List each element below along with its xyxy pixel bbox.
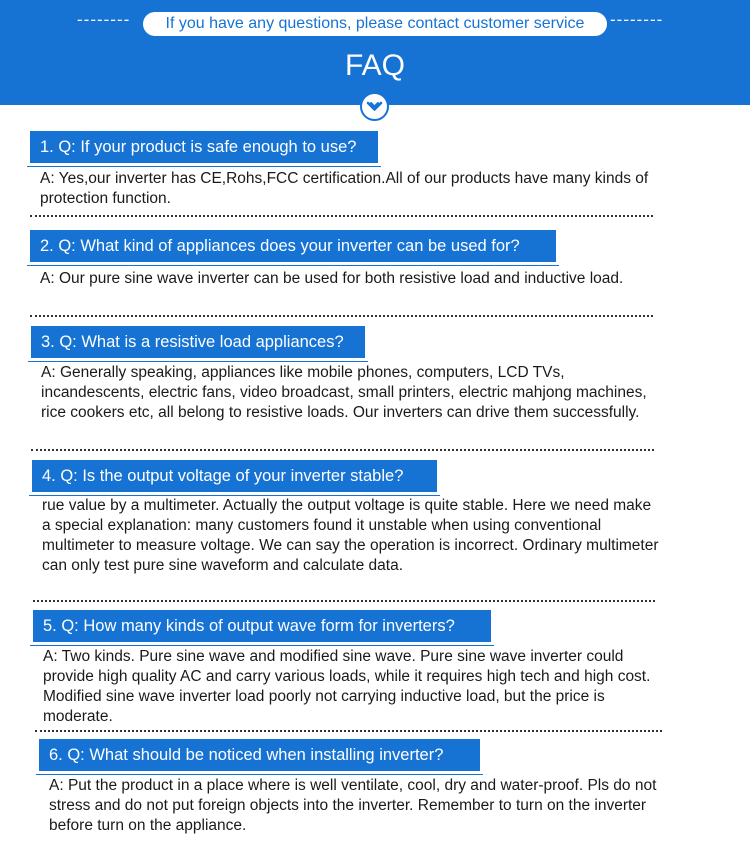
faq-answer-4: rue value by a multimeter. Actually the output voltage is quite stable. Here we need make a special explanation: many customers found it unstable when using conventional multimeter to measure voltage. We can say the operation is incorrect. Ordinary multimeter can only test pure sine waveform and calculate data. <box>42 497 659 574</box>
faq-separator-4 <box>33 600 655 602</box>
faq-question-3: 3. Q: What is a resistive load appliances? <box>31 326 365 358</box>
faq-question-6: 6. Q: What should be noticed when installing inverter? <box>39 739 480 771</box>
faq-answer-5: A: Two kinds. Pure sine wave and modified sine wave. Pure sine wave inverter could provide high quality AC and carry various loads, while it requires high tech and high cost. Modified sine wave inverter load poorly not carrying inductive load, but the price is moderate. <box>43 648 651 725</box>
chevron-down-icon[interactable] <box>360 92 389 121</box>
faq-question-2: 2. Q: What kind of appliances does your inverter can be used for? <box>30 230 556 262</box>
contact-service-pill[interactable]: If you have any questions, please contact customer service <box>143 12 607 36</box>
faq-separator-1 <box>30 215 653 217</box>
dash-decoration-left: -------- <box>77 10 131 29</box>
dash-decoration-right: -------- <box>610 10 664 29</box>
faq-question-5: 5. Q: How many kinds of output wave form for inverters? <box>33 610 491 642</box>
faq-separator-2 <box>30 315 653 317</box>
faq-answer-3: A: Generally speaking, appliances like mobile phones, computers, LCD TVs, incandescents, electric fans, video broadcast, small printers, electric mahjong machines, rice cookers etc, all belong to resistive loads. Our inverters can drive them successfully. <box>41 364 647 421</box>
faq-answer-2: A: Our pure sine wave inverter can be used for both resistive load and inductive load. <box>40 270 624 287</box>
faq-separator-3 <box>31 449 654 451</box>
faq-answer-1: A: Yes,our inverter has CE,Rohs,FCC certification.All of our products have many kinds of protection function. <box>40 170 649 207</box>
faq-question-1: 1. Q: If your product is safe enough to use? <box>30 131 378 163</box>
header-banner <box>0 0 750 105</box>
faq-question-4: 4. Q: Is the output voltage of your inverter stable? <box>32 460 437 492</box>
page-title: FAQ <box>344 49 405 82</box>
faq-answer-6: A: Put the product in a place where is well ventilate, cool, dry and water-proof. Pls do not stress and do not put foreign objects into the inverter. Remember to turn on the inverter before turn on the appliance. <box>49 777 657 834</box>
faq-separator-5 <box>35 730 662 732</box>
